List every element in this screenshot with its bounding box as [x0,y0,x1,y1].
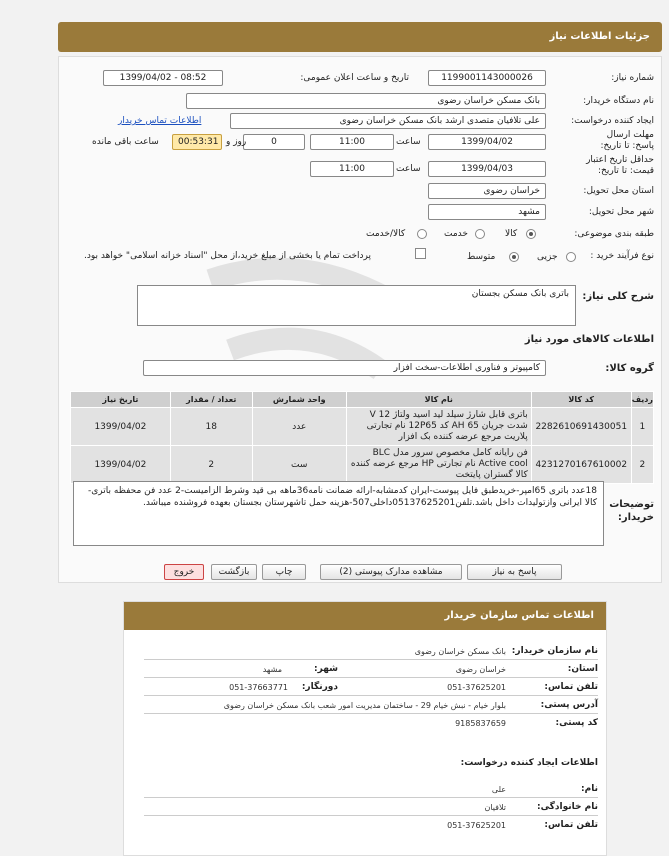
validity-time-label: ساعت [396,164,421,174]
creator-info-title: اطلاعات ایجاد کننده درخواست: [460,758,598,768]
contact-phone-label: تلفن تماس: [544,682,598,692]
contact-city-label: شهر: [314,664,338,674]
row-unit: ست [252,446,346,484]
deadline-date-field: 1399/04/02 [428,134,546,150]
divider [144,797,598,798]
buyer-notes-label: توضیحات خریدار: [609,499,654,523]
contact-phone: 051-37625201 [447,683,506,692]
process-label: نوع فرآیند خرید : [590,251,654,261]
divider [144,815,598,816]
creator-label: ایجاد کننده درخواست: [571,116,654,126]
contact-panel [123,601,607,856]
col-qty: تعداد / مقدار [170,392,252,408]
process-option-small: جزیی [537,252,558,262]
divider [144,677,598,678]
buyer-contact-link[interactable]: اطلاعات تماس خریدار [118,116,202,126]
announce-field: 1399/04/02 - 08:52 [103,70,223,86]
deadline-label: مهلت ارسال پاسخ: تا تاریخ: [600,130,654,151]
days-label: روز و [226,137,247,147]
city-label: شهر محل تحویل: [588,207,654,217]
divider [144,659,598,660]
contact-title: اطلاعات تماس سازمان خریدار [444,610,594,621]
page-header [58,22,662,52]
remaining-timer: 00:53:31 [172,134,222,150]
reply-button[interactable]: پاسخ به نیاز [467,564,562,580]
contact-address-label: آدرس پستی: [540,700,598,710]
back-button[interactable]: بازگشت [211,564,257,580]
need-number-field: 1199001143000026 [428,70,546,86]
row-unit: عدد [252,408,346,446]
city-field: مشهد [428,204,546,220]
contact-city: مشهد [262,665,282,674]
buyer-org-field: بانک مسکن خراسان رضوی [186,93,546,109]
process-option-medium: متوسط [467,252,496,262]
col-code: کد کالا [531,392,631,408]
exit-button[interactable]: خروج [164,564,204,580]
contact-province: خراسان رضوی [455,665,506,674]
category-option-goods: کالا [505,229,518,239]
col-date: تاریخ نیاز [71,392,171,408]
goods-table [70,391,654,484]
payment-note: پرداخت تمام یا بخشی از مبلغ خرید،از محل "اسناد خزانه اسلامی" خواهد بود. [84,251,372,261]
contact-org-label: نام سازمان خریدار: [511,646,598,656]
row-name: فن رایانه کامل مخصوص سرور مدل BLC Active cool نام تجارتی HP مرجع عرضه کننده کالا گستران پایتخت [346,446,531,484]
creator-phone: 051-37625201 [447,821,506,830]
row-code: 4231270167610002 [531,446,631,484]
process-radio-medium[interactable] [509,252,519,262]
need-number-label: شماره نیاز: [611,73,654,83]
row-qty: 18 [170,408,252,446]
contact-org: بانک مسکن خراسان رضوی [414,647,506,656]
summary-label: شرح کلی نیاز: [582,291,654,302]
buyer-org-label: نام دستگاه خریدار: [583,96,654,106]
col-idx: ردیف [631,392,653,408]
category-radio-both[interactable] [417,229,427,239]
col-unit: واحد شمارش [252,392,346,408]
buyer-notes-field: 18عدد باتری 65امپر-خریدطبق فایل پیوست-ایران کدمشابه-ارائه ضمانت نامه36ماهه بی قید وشرط الزامیست-2 عدد فن محفظه باتری-کالا ایرانی وازتولیدات داخل باشد.تلفن05137625201داخلی507-هزینه حمل تاشهرستان بجستان بعهده فروشنده میباشد. [73,481,604,546]
validity-label: حداقل تاریخ اعتبار قیمت: تا تاریخ: [586,155,654,176]
row-idx: 2 [631,446,653,484]
row-qty: 2 [170,446,252,484]
deadline-time-field: 11:00 [310,134,394,150]
creator-name: علی [491,785,506,794]
goods-group-field: کامپیوتر و فناوری اطلاعات-سخت افزار [143,360,546,376]
validity-time-field: 11:00 [310,161,394,177]
row-code: 2282610691430051 [531,408,631,446]
contact-postal: 9185837659 [455,719,506,728]
goods-table-header [71,392,654,408]
category-option-both: کالا/خدمت [366,229,406,239]
attachments-button[interactable]: مشاهده مدارک پیوستی (2) [320,564,462,580]
table-row [71,446,654,484]
summary-field: باتری بانک مسکن بجستان [137,285,576,326]
province-field: خراسان رضوی [428,183,546,199]
category-radio-service[interactable] [475,229,485,239]
contact-fax-label: دورنگار: [301,682,338,692]
contact-header [124,602,606,630]
row-date: 1399/04/02 [71,408,171,446]
creator-field: علی تلافیان متصدی ارشد بانک مسکن خراسان رضوی [230,113,546,129]
contact-address: بلوار خیام - نبش خیام 29 - ساختمان مدیریت امور شعب بانک مسکن خراسان رضوی [223,701,506,710]
province-label: استان محل تحویل: [583,186,654,196]
creator-phone-label: تلفن تماس: [544,820,598,830]
creator-family-label: نام خانوادگی: [536,802,598,812]
contact-fax: 051-37663771 [229,683,288,692]
remaining-label: ساعت باقی مانده [92,137,159,147]
days-field: 0 [243,134,305,150]
table-row [71,408,654,446]
row-date: 1399/04/02 [71,446,171,484]
deadline-time-label: ساعت [396,137,421,147]
announce-label: تاریخ و ساعت اعلان عمومی: [300,73,409,83]
contact-postal-label: کد پستی: [555,718,598,728]
goods-section-title: اطلاعات کالاهای مورد نیاز [524,334,654,345]
page-title: جزئیات اطلاعات نیاز [549,31,650,42]
contact-province-label: استان: [567,664,598,674]
category-option-service: خدمت [444,229,468,239]
category-label: طبقه بندی موضوعی: [574,229,654,239]
creator-family: تلافیان [484,803,506,812]
col-name: نام کالا [346,392,531,408]
row-name: باتری قابل شارژ سیلد لید اسید ولتاژ 12 V شدت جریان 65 AH کد 12P65 نام تجارتی پلاریت مرجع عرضه کننده بک افزار [346,408,531,446]
process-radio-small[interactable] [566,252,576,262]
print-button[interactable]: چاپ [262,564,306,580]
creator-name-label: نام: [581,784,598,794]
category-radio-goods[interactable] [526,229,536,239]
divider [144,713,598,714]
goods-group-label: گروه کالا: [605,363,654,374]
validity-date-field: 1399/04/03 [428,161,546,177]
divider [144,695,598,696]
row-idx: 1 [631,408,653,446]
treasury-checkbox[interactable] [415,248,426,259]
